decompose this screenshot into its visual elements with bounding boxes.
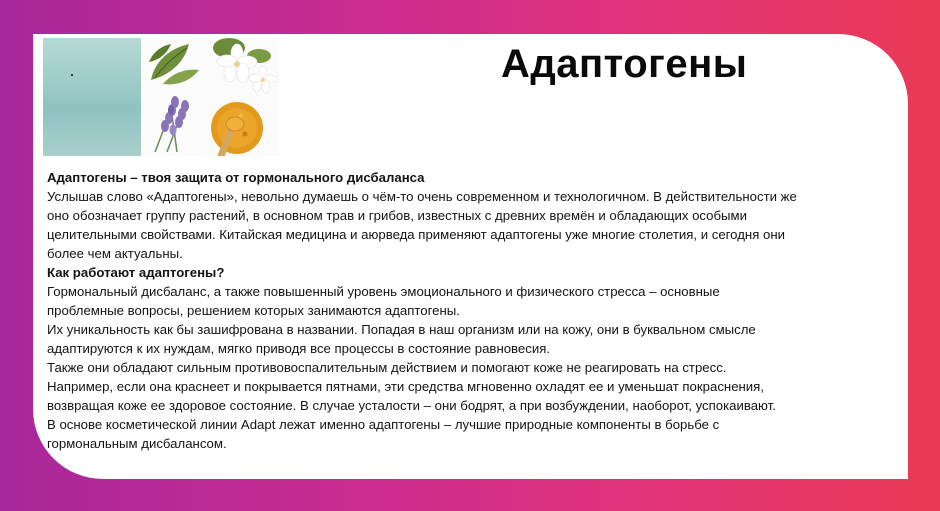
herbs-flowers-spices-icon xyxy=(141,38,279,156)
paragraph-line: Гормональный дисбаланс, а также повышенный уровень эмоционального и физического стресса – основные xyxy=(47,284,720,299)
hero-image xyxy=(43,38,279,156)
leaves-icon xyxy=(149,44,199,84)
paragraph-line: В основе косметической линии Adapt лежат именно адаптогены – лучшие природные компоненты в борьбе с xyxy=(47,417,720,432)
spice-bowl-icon xyxy=(211,102,263,156)
paragraph-line: оно обозначает группу растений, в основном трав и грибов, известных с древних времён и обладающих особыми xyxy=(47,208,747,223)
section-heading: Как работают адаптогены? xyxy=(47,265,225,280)
paragraph-line: возвращая коже ее здоровое состояние. В случае усталости – они бодрят, а при возбуждении, наоборот, успокаивают. xyxy=(47,398,776,413)
paragraph-line: проблемные вопросы, решением которых занимаются адаптогены. xyxy=(47,303,460,318)
article-heading: Адаптогены – твоя защита от гормонального дисбаланса xyxy=(47,170,425,185)
paragraph-line: целительными свойствами. Китайская медицина и аюрведа применяют адаптогены уже многие столетия, и сегодня они xyxy=(47,227,785,242)
paragraph-line: более чем актуальны. xyxy=(47,246,183,261)
paragraph-line: Услышав слово «Адаптогены», невольно думаешь о чём-то очень современном и технологичном. В действительности же xyxy=(47,189,797,204)
slide-card xyxy=(33,34,908,479)
flower-icon xyxy=(213,38,277,93)
lavender-icon xyxy=(155,96,189,152)
paragraph-line: гормональным дисбалансом. xyxy=(47,436,227,451)
article-body xyxy=(47,168,903,453)
page-title: Адаптогены xyxy=(501,42,748,86)
paragraph-line: адаптируются к их нуждам, мягко приводя все процессы в состояние равновесия. xyxy=(47,341,551,356)
hero-teal-panel xyxy=(43,38,141,156)
paragraph-line: Например, если она краснеет и покрывается пятнами, эти средства мгновенно охладят ее и уменьшат покраснения, xyxy=(47,379,764,394)
paragraph-line: Также они обладают сильным противовоспалительным действием и помогают коже не реагировать на стресс. xyxy=(47,360,727,375)
paragraph-line: Их уникальность как бы зашифрована в названии. Попадая в наш организм или на кожу, они в буквальном смысле xyxy=(47,322,756,337)
